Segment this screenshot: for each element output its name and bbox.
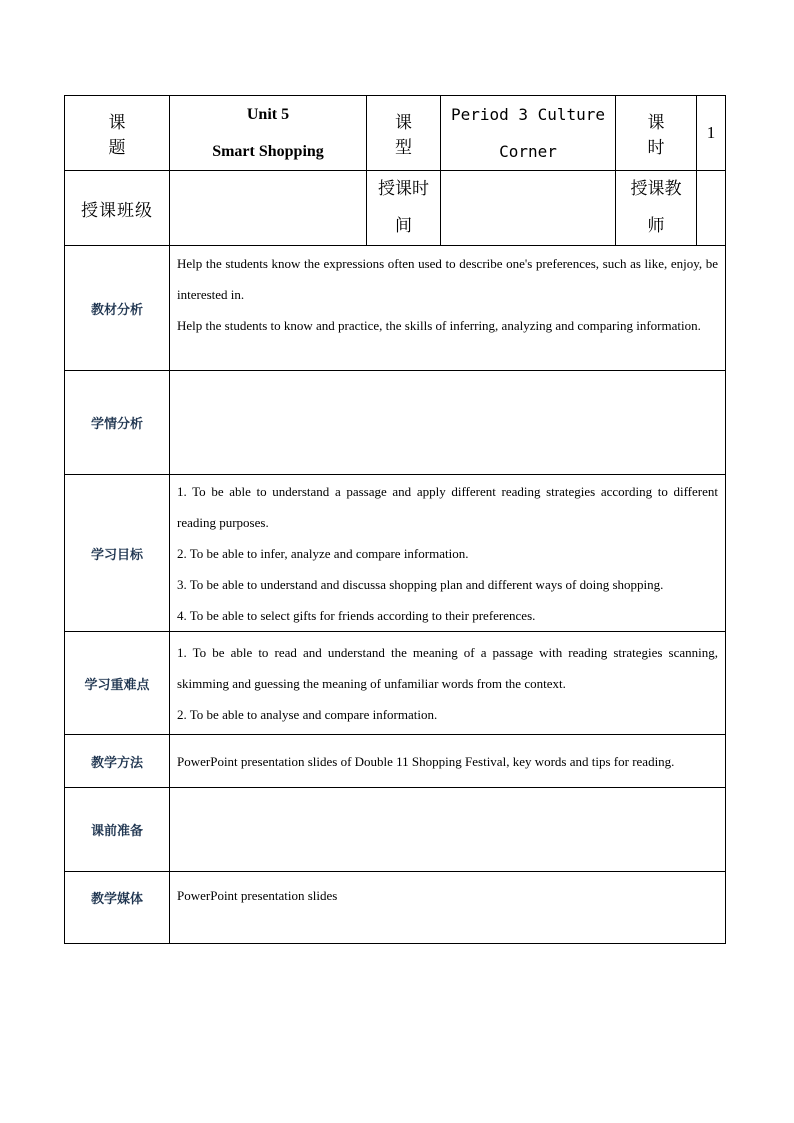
objectives-content [170,475,726,632]
hours-value: 1 [697,96,726,171]
methods-label: 教学方法 [65,735,170,788]
media-content [170,872,726,944]
media-row [65,872,726,944]
methods-line: PowerPoint presentation slides of Double 11 Shopping Festival, key words and tips for reading. [177,753,675,769]
type-label: 课 型 [367,96,441,171]
textbook-line-2: Help the students to know and practice, the skills of inferring, analyzing and comparing information. [177,318,701,333]
class-value [170,171,367,246]
students-label: 学情分析 [65,371,170,475]
textbook-content [170,246,726,371]
lesson-plan-table [64,95,726,944]
methods-content [170,735,726,788]
topic-label: 课 题 [65,96,170,171]
period-cell [441,96,616,171]
preparation-content [170,788,726,872]
time-label-line-1: 授课时 [378,179,429,199]
keypoints-label: 学习重难点 [65,632,170,735]
textbook-line-1: Help the students know the expressions often used to describe one's preferences, such as like, enjoy, be interested in. [177,256,718,302]
period-line-1: Period 3 Culture [450,105,606,124]
objective-item: 2. To be able to infer, analyze and compare information. [177,545,469,561]
header-row [65,96,726,171]
students-row [65,371,726,475]
teacher-label-line-1: 授课教 [630,179,682,199]
teacher-label-line-2: 师 [647,216,665,236]
hours-label: 课 时 [616,96,697,171]
unit-line-2: Smart Shopping [212,143,324,160]
preparation-row [65,788,726,872]
methods-row [65,735,726,788]
teacher-label [616,171,697,246]
textbook-label: 教材分析 [65,246,170,371]
objectives-label: 学习目标 [65,475,170,632]
media-line: PowerPoint presentation slides [177,888,338,903]
preparation-label: 课前准备 [65,788,170,872]
time-label [367,171,441,246]
period-line-2: Corner [499,142,557,161]
textbook-row [65,246,726,371]
students-content [170,371,726,475]
objective-item: 3. To be able to understand and discussa shopping plan and different ways of doing shopping. [177,576,664,592]
objectives-row [65,475,726,632]
objective-item: 1. To be able to understand a passage and apply different reading strategies according to different reading purposes. [177,483,718,530]
class-label: 授课班级 [65,171,170,246]
keypoint-item: 1. To be able to read and understand the meaning of a passage with reading strategies scanning, skimming and guessing the meaning of unfamiliar words from the context. [177,644,718,691]
time-value [441,171,616,246]
keypoints-row [65,632,726,735]
keypoints-content [170,632,726,735]
teacher-value [697,171,726,246]
class-row [65,171,726,246]
media-label: 教学媒体 [65,872,170,944]
objective-item: 4. To be able to select gifts for friends according to their preferences. [177,607,536,623]
keypoint-item: 2. To be able to analyse and compare information. [177,706,438,722]
time-label-line-2: 间 [395,216,412,236]
unit-title-cell [170,96,367,171]
unit-line-1: Unit 5 [246,106,290,123]
